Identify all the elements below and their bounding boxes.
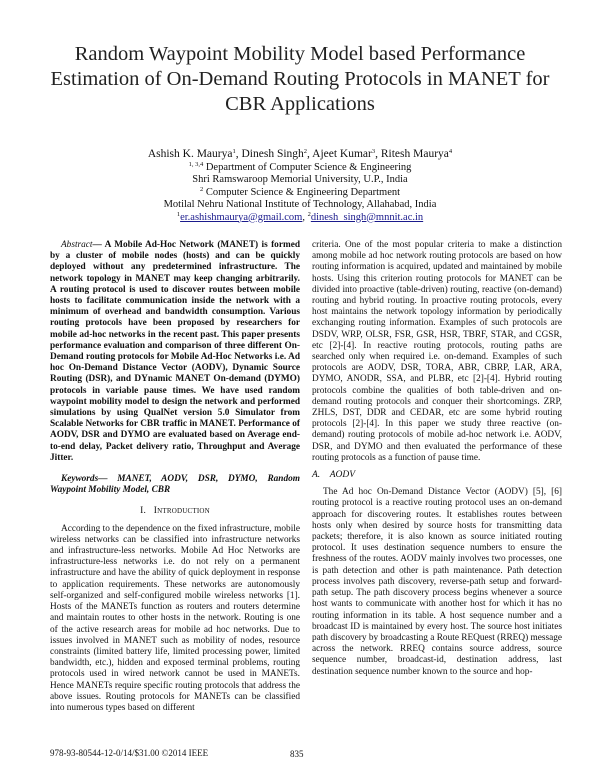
author-name: Dinesh Singh [241, 148, 304, 160]
keywords-label: Keywords [61, 474, 99, 485]
abstract-text: — A Mobile Ad-Hoc Network (MANET) is formed by a cluster of mobile nodes (hosts) and can be quickly deployed without any predetermined infrastructure. The network topology in MANET may keep changing arbitrarily. A routing protocol is used to discover routes between mobile hosts to facilitate communication inside the network with a minimum of overhead and bandwidth consumption. Various routing protocols have been proposed by researchers for mobile ad-hoc networks in the recent past. This paper presents performance evaluation and comparison of three different On-Demand routing protocols for Mobile Ad-Hoc Networks i.e. Ad hoc On-Demand Distance Vector (AODV), Dynamic Source Routing (DSR), and DYnamic MANET On-demand (DYMO) protocols in variable pause times. We have used random waypoint mobility model to design the network and performed simulations by using QualNet version 5.0 Simulator from Scalable Networks for CBR traffic in MANET. Performance of AODV, DSR and DYMO are evaluated based on Average end-to-end delay, Packet delivery ratio, Throughput and Average Jitter. [50, 240, 300, 463]
author-emails [60, 212, 540, 225]
subsection-label: A. [312, 470, 321, 481]
author-names [60, 148, 540, 161]
subsection-title: AODV [329, 470, 356, 481]
aodv-paragraph: The Ad hoc On-Demand Distance Vector (AODV) [5], [6] routing protocol is a reactive routing protocol uses an on-demand approach for discovering routes. It establishes routes between hosts only when desired by source hosts for transmitting data packets; therefore, it is also known as source initiated routing protocol. It uses destination sequence numbers to ensure the freshness of the routes. AODV mainly involves two processes, one is path detection and other is path maintenance. Path detection process involves path discovery, reverse-path setup and forward-path setup. The path discovery process begins whenever a source host wants to communicate with another host for which it has no routing information in its table. A host sequence number and a broadcast ID is maintained by every host. The source host initiates path discovery by broadcasting a Route REQuest (RREQ) message across the network. RREQ contains source address, source sequence number, broadcast-id, destination address, last destination sequence number known to the source and hop- [312, 487, 562, 677]
affiliation-2-dept [60, 187, 540, 200]
author-name: Ajeet Kumar [312, 148, 372, 160]
footer-isbn: 978-93-80544-12-0/14/$31.00 ©2014 IEEE [50, 748, 209, 758]
affiliation-1-dept [60, 162, 540, 175]
author-separator: , [375, 148, 381, 160]
page-number: 835 [290, 749, 304, 759]
intro-paragraph: According to the dependence on the fixed infrastructure, mobile wireless networks can be classified into infrastructure networks and infrastructure-less networks. Mobile Ad Hoc Networks are infrastructure-less networks i.e. do not rely on a permanent infrastructure and have the ability of quick deployment in response to application requirements. These networks are autonomously self-organized and self-configured mobile wireless networks [1]. Hosts of the MANETs function as routers and routers determine and maintain routes to other hosts in the network. Routing is one of the active research areas for mobile ad hoc networks. Due to issues involved in MANET such as mobility of nodes, resource constraints (limited battery life, limited processing power, limited bandwidth, etc.), hidden and exposed terminal problems, routing protocols used in wired network cannot be used in MANETs. Hence MANETs require specific routing protocols that address the above issues. Routing protocols for MANETs can be classified into numerous types based on different [50, 523, 300, 713]
author-name: Ritesh Maurya [380, 148, 449, 160]
author-sup: 2 [303, 148, 308, 155]
section-title: Introduction [153, 506, 210, 517]
author-separator: , [307, 148, 313, 160]
left-column [50, 240, 300, 714]
affiliation-1-inst: Shri Ramswaroop Memorial University, U.P., India [192, 174, 408, 185]
section-heading [50, 506, 300, 517]
email-sup: 1 [176, 210, 181, 218]
intro-paragraph-continued: criteria. One of the most popular criteria to make a distinction among mobile ad hoc network routing protocols are based on how routing information is acquired, updated and maintained by mobile hosts. Using this criterion routing protocols for MANET can be divided into proactive (table-driven) routing, reactive (on-demand) routing and hybrid routing. In proactive routing protocols, every host maintains the network topology information by periodically exchanging routing information. Examples of such protocols are DSDV, WRP, OLSR, FSR, GSR, HSR, TBRF, STAR, and CGSR, etc [2]-[4]. In reactive routing protocols, routing paths are searched only when required i.e. on-demand. Examples of such protocols are AODV, DSR, TORA, ABR, CBRP, LAR, ARA, DYMO, ANODR, SSA, and PLBR, etc [2]-[4]. Hybrid routing protocols combine the qualities of both table-driven and on-demand routing protocols and conquer their shortcomings. ZRP, ZHLS, DST, DDR and CEDAR, etc are some hybrid routing protocols [2]-[4]. In this paper we study three reactive (on-demand) routing protocols of mobile ad-hoc network i.e. AODV, DSR, and DYMO and then evaluated the performance of these routing protocols as a function of pause time. [312, 240, 562, 463]
author-sup: 1 [232, 148, 236, 155]
author-name: Ashish K. Maurya [147, 148, 233, 160]
affiliation-text: Computer Science & Engineering Department [205, 186, 401, 198]
email-separator: , [302, 211, 308, 223]
affiliation-sup: 1, 3,4 [188, 160, 204, 168]
affiliation-text: Department of Computer Science & Engineering [205, 161, 412, 173]
paper-title: Random Waypoint Mobility Model based Performance Estimation of On-Demand Routing Protocols in MANET for CBR Applications [50, 43, 550, 115]
author-sup: 3 [371, 148, 376, 155]
keywords [50, 474, 300, 496]
abstract [50, 240, 300, 464]
author-email[interactable]: er.ashishmaurya@gmail.com [180, 211, 303, 223]
abstract-label: Abstract [61, 240, 93, 250]
keywords-text: — MANET, AODV, DSR, DYMO, Random Waypoint Mobility Model, CBR [50, 474, 300, 496]
author-separator: , [235, 148, 242, 160]
affiliation-sup: 2 [199, 185, 204, 193]
subsection-heading [312, 470, 562, 481]
right-column [312, 240, 562, 678]
author-email[interactable]: dinesh_singh@mnnit.ac.in [310, 211, 424, 223]
section-number: I. [140, 506, 147, 517]
author-block [60, 148, 540, 224]
email-sup: 2 [307, 210, 311, 218]
author-sup: 4 [448, 148, 453, 155]
affiliation-2-inst: Motilal Nehru National Institute of Technology, Allahabad, India [163, 199, 437, 210]
